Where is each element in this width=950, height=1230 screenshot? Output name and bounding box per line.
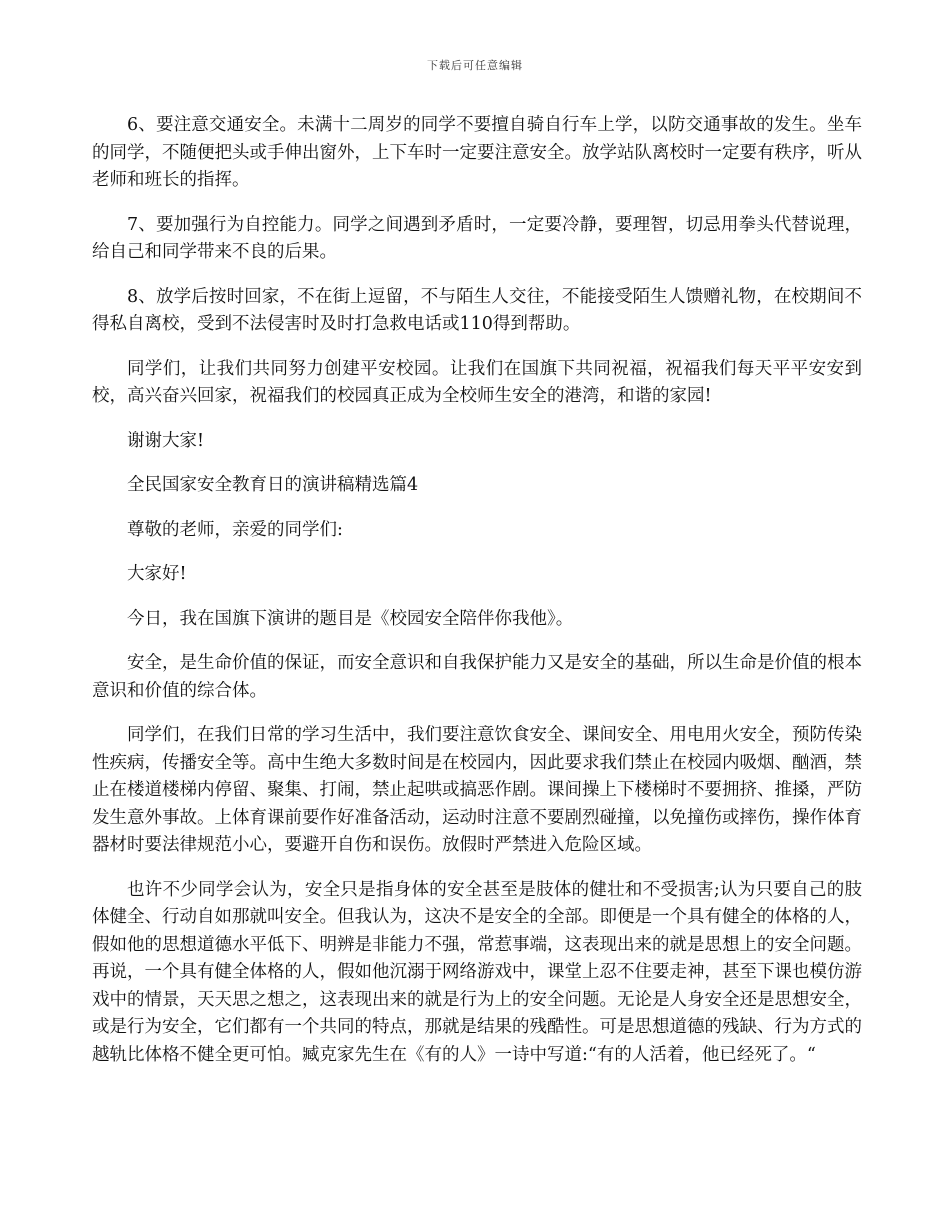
paragraph-traffic-safety: 6、要注意交通安全。未满十二周岁的同学不要擅自骑自行车上学，以防交通事故的发生。坐车的同学，不随便把头或手伸出窗外，上下车时一定要注意安全。放学站队离校时一定要有秩序，听从老师和班长的指挥。 — [92, 115, 862, 190]
paragraph-thanks: 谢谢大家! — [127, 430, 205, 451]
paragraph-safety-value: 安全，是生命价值的保证，而安全意识和自我保护能力又是安全的基础，所以生命是价值的根本意识和价值的综合体。 — [92, 653, 862, 701]
paragraph-go-home: 8、放学后按时回家，不在街上逗留，不与陌生人交往，不能接受陌生人馈赠礼物，在校期间不得私自离校，受到不法侵害时及时打急救电话或110得到帮助。 — [92, 286, 862, 334]
document-body — [92, 112, 862, 1086]
paragraph-self-control: 7、要加强行为自控能力。同学之间遇到矛盾时，一定要冷静，要理智，切忌用拳头代替说理，给自己和同学带来不良的后果。 — [92, 214, 862, 262]
paragraph-safety-meaning: 也许不少同学会认为，安全只是指身体的安全甚至是肢体的健壮和不受损害;认为只要自己的肢体健全、行动自如那就叫安全。但我认为，这决不是安全的全部。即便是一个具有健全的体格的人，假如他的思想道德水平低下、明辨是非能力不强，常惹事端，这表现出来的就是思想上的安全问题。再说，一个具有健全体格的人，假如他沉溺于网络游戏中，课堂上忍不住要走神，甚至下课也模仿游戏中的情景，天天思之想之，这表现出来的就是行为上的安全问题。无论是人身安全还是思想安全，或是行为安全，它们都有一个共同的特点，那就是结果的残酷性。可是思想道德的残缺、行为方式的越轨比体格不健全更可怕。臧克家先生在《有的人》一诗中写道:“有的人活着，他已经死了。“ — [92, 879, 862, 1065]
paragraph-greeting: 尊敬的老师，亲爱的同学们: — [127, 519, 343, 540]
paragraph-speech-topic: 今日，我在国旗下演讲的题目是《校园安全陪伴你我他》。 — [127, 608, 574, 629]
paragraph-safe-campus: 同学们，让我们共同努力创建平安校园。让我们在国旗下共同祝福，祝福我们每天平平安安到校，高兴奋兴回家，祝福我们的校园真正成为全校师生安全的港湾，和谐的家园! — [92, 358, 862, 406]
paragraph-hello: 大家好! — [127, 564, 187, 584]
section-title: 全民国家安全教育日的演讲稿精选篇4 — [127, 475, 419, 495]
page-header: 下载后可任意编辑 — [427, 59, 523, 72]
paragraph-daily-safety: 同学们，在我们日常的学习生活中，我们要注意饮食安全、课间安全、用电用火安全，预防传染性疾病，传播安全等。高中生绝大多数时间是在校园内，因此要求我们禁止在校园内吸烟、酗酒，禁止在楼道楼梯内停留、聚集、打闹，禁止起哄或搞恶作剧。课间操上下楼梯时不要拥挤、推搡，严防发生意外事故。上体育课前要作好准备活动，运动时注意不要剧烈碰撞，以免撞伤或摔伤，操作体育器材时要法律规范小心，要避开自伤和误伤。放假时严禁进入危险区域。 — [92, 725, 862, 855]
